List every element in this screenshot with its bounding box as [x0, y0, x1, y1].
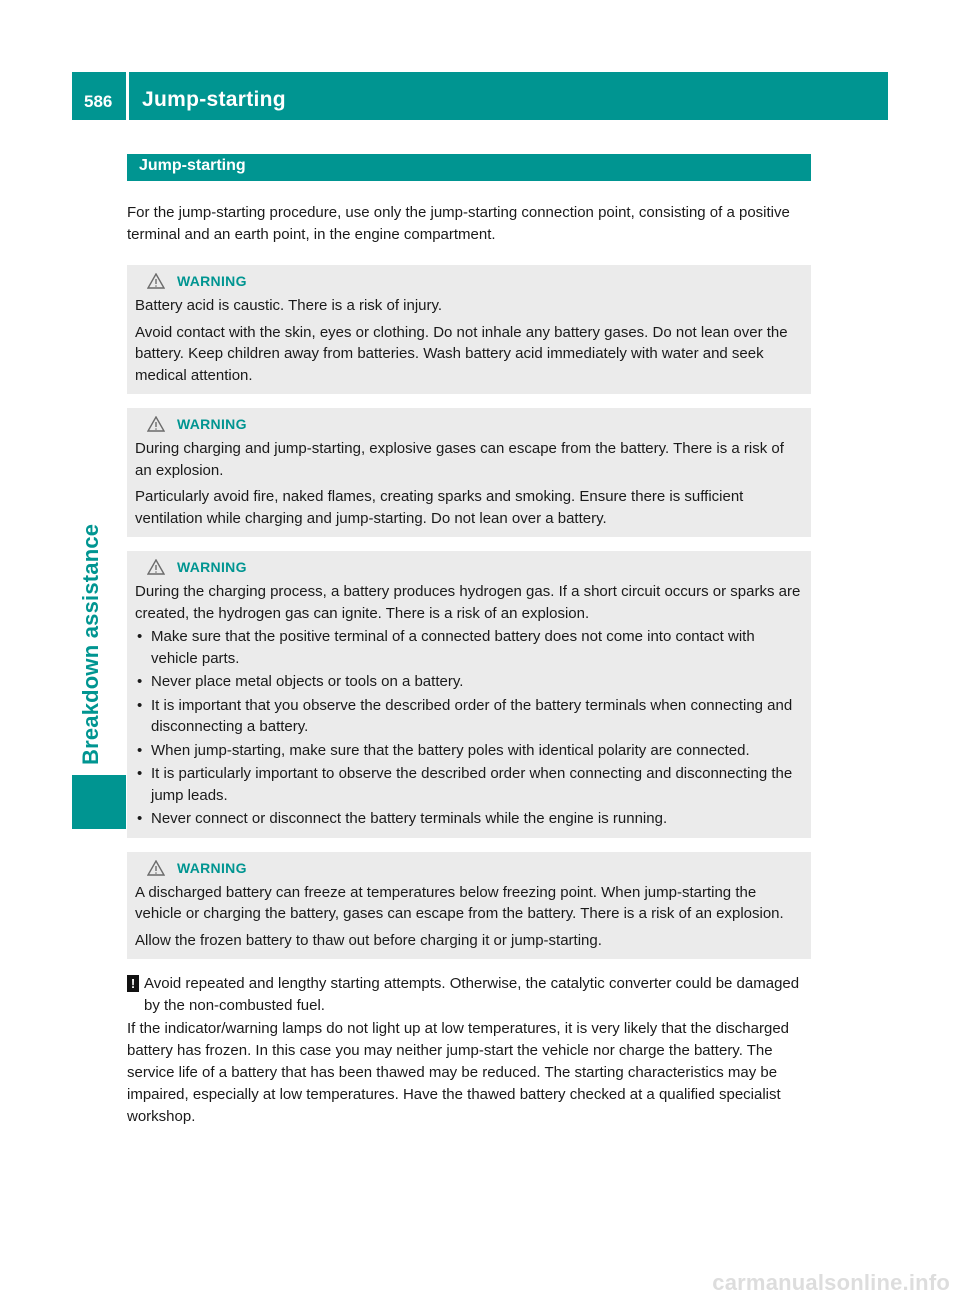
warning-text: Allow the frozen battery to thaw out before charging it or jump-starting. — [135, 931, 602, 949]
notice-text: Avoid repeated and lengthy starting attempts. Otherwise, the catalytic converter could be damaged by the non-combusted fuel. — [144, 975, 800, 1014]
bullet-icon: • — [137, 628, 143, 645]
warning-header — [135, 271, 803, 291]
list-item — [135, 626, 803, 669]
side-tab-label: Breakdown assistance — [78, 523, 103, 765]
warning-triangle-icon — [147, 273, 165, 289]
warning-label: WARNING — [177, 559, 247, 575]
notice-paragraph — [127, 973, 811, 1017]
closing-paragraph: If the indicator/warning lamps do not light up at low temperatures, it is very likely that the discharged battery has frozen. In this case you may neither jump-start the vehicle nor charge the battery. The service life of a battery that has been thawed may be reduced. The starting characteristics may be impaired, especially at low temperatures. Have the thawed battery checked at a qualified specialist workshop. — [127, 1020, 789, 1125]
list-item — [135, 671, 803, 693]
warning-text: During the charging process, a battery produces hydrogen gas. If a short circuit occurs or sparks are created, the hydrogen gas can ignite. There is a risk of an explosion. — [135, 583, 801, 622]
warning-text: Avoid contact with the skin, eyes or clothing. Do not inhale any battery gases. Do not lean over the battery. Keep children away from batteries. Wash battery acid immediately with water and seek medical attention. — [135, 323, 788, 384]
watermark: carmanualsonline.info — [712, 1270, 950, 1295]
list-item — [135, 763, 803, 806]
list-item-text: Never connect or disconnect the battery terminals while the engine is running. — [151, 810, 668, 827]
warning-box — [127, 265, 811, 394]
warning-label: WARNING — [177, 273, 247, 289]
header-divider — [126, 72, 129, 120]
main-content — [127, 154, 811, 1128]
list-item-text: Make sure that the positive terminal of a connected battery does not come into contact with vehicle parts. — [151, 628, 755, 667]
warning-box — [127, 408, 811, 537]
warning-triangle-icon — [147, 860, 165, 876]
bullet-icon: • — [137, 696, 143, 714]
list-item — [135, 740, 803, 762]
list-item-text: Never place metal objects or tools on a battery. — [151, 673, 464, 690]
side-tab-marker — [72, 775, 126, 829]
warning-header — [135, 858, 803, 878]
warning-box — [127, 852, 811, 960]
warning-triangle-icon — [147, 559, 165, 575]
list-item-text: When jump-starting, make sure that the battery poles with identical polarity are connected. — [151, 741, 750, 759]
warning-label: WARNING — [177, 416, 247, 432]
page-number: 586 — [84, 92, 113, 111]
bullet-icon: • — [137, 765, 143, 782]
warning-text: A discharged battery can freeze at temperatures below freezing point. When jump-starting the vehicle or charging the battery, gases can escape from the battery. There is a risk of an explosion. — [135, 883, 784, 922]
exclamation-icon: ! — [127, 975, 139, 992]
warning-text: Battery acid is caustic. There is a risk of injury. — [135, 297, 443, 314]
warning-box — [127, 551, 811, 838]
page-title: Jump-starting — [142, 88, 286, 111]
bullet-icon: • — [137, 810, 143, 827]
bullet-icon: • — [137, 673, 143, 690]
list-item — [135, 808, 803, 830]
warning-text: During charging and jump-starting, explosive gases can escape from the battery. There is a risk of an explosion. — [135, 440, 784, 479]
bullet-icon: • — [137, 741, 143, 759]
section-heading-bar — [127, 154, 811, 181]
list-item-text: It is particularly important to observe the described order when connecting and disconnecting the jump leads. — [151, 765, 793, 804]
warning-label: WARNING — [177, 859, 247, 876]
intro-paragraph: For the jump-starting procedure, use only the jump-starting connection point, consisting of a positive terminal and an earth point, in the engine compartment. — [127, 204, 790, 243]
list-item — [135, 695, 803, 738]
list-item-text: It is important that you observe the described order of the battery terminals when connecting and disconnecting a battery. — [151, 696, 793, 735]
warning-bullet-list — [135, 626, 803, 830]
warning-triangle-icon — [147, 416, 165, 432]
warning-header — [135, 557, 803, 577]
section-title: Jump-starting — [139, 157, 246, 174]
warning-text: Particularly avoid fire, naked flames, creating sparks and smoking. Ensure there is sufficient ventilation while charging and jump-starting. Do not lean over a battery. — [135, 488, 744, 527]
warning-header — [135, 414, 803, 434]
